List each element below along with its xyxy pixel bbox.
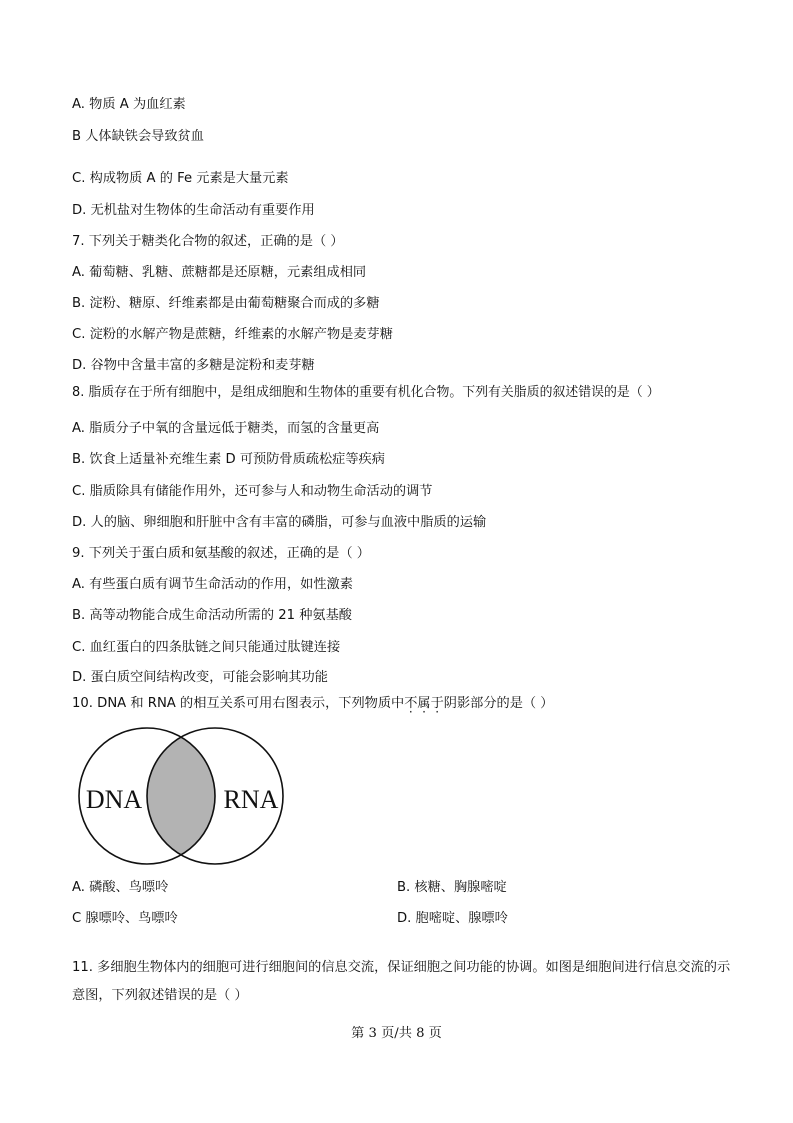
q9-option-a: A. 有些蛋白质有调节生命活动的作用，如性激素: [72, 577, 353, 592]
q7-option-c: C. 淀粉的水解产物是蔗糖，纤维素的水解产物是麦芽糖: [72, 327, 393, 342]
q7-option-b: B. 淀粉、糖原、纤维素都是由葡萄糖聚合而成的多糖: [72, 296, 380, 311]
q6-option-c: C. 构成物质 A 的 Fe 元素是大量元素: [72, 171, 289, 186]
q10-option-c: C 腺嘌呤、鸟嘌呤: [72, 911, 178, 926]
q8-option-c: C. 脂质除具有储能作用外，还可参与人和动物生命活动的调节: [72, 484, 433, 499]
q6-option-b: B 人体缺铁会导致贫血: [72, 129, 204, 144]
q8-stem: 8. 脂质存在于所有细胞中，是组成细胞和生物体的重要有机化合物。下列有关脂质的叙述错误的是（ ）: [72, 385, 660, 400]
venn-label-dna: DNA: [85, 785, 143, 814]
q10-stem: [72, 696, 553, 712]
q8-option-a: A. 脂质分子中氧的含量远低于糖类，而氢的含量更高: [72, 421, 380, 436]
q10-stem-emphasis: 不属于: [404, 696, 444, 711]
q10-option-a: A. 磷酸、鸟嘌呤: [72, 880, 169, 895]
q11-stem: 11. 多细胞生物体内的细胞可进行细胞间的信息交流，保证细胞之间功能的协调。如图是细胞间进行信息交流的示意图，下列叙述错误的是（ ）: [72, 960, 731, 1003]
q8-option-d: D. 人的脑、卵细胞和肝脏中含有丰富的磷脂，可参与血液中脂质的运输: [72, 515, 487, 530]
q9-stem: 9. 下列关于蛋白质和氨基酸的叙述，正确的是（ ）: [72, 546, 370, 561]
venn-diagram: [70, 726, 294, 866]
q10-option-b: B. 核糖、胸腺嘧啶: [397, 880, 507, 895]
q10-option-d: D. 胞嘧啶、腺嘌呤: [397, 911, 508, 926]
q10-stem-end: 阴影部分的是（ ）: [443, 696, 554, 711]
q10-stem-start: 10. DNA 和 RNA 的相互关系可用右图表示，下列物质中: [72, 696, 405, 711]
q8-option-b: B. 饮食上适量补充维生素 D 可预防骨质疏松症等疾病: [72, 452, 385, 467]
q9-option-c: C. 血红蛋白的四条肽链之间只能通过肽键连接: [72, 640, 341, 655]
q7-option-a: A. 葡萄糖、乳糖、蔗糖都是还原糖，元素组成相同: [72, 265, 367, 280]
q6-option-d: D. 无机盐对生物体的生命活动有重要作用: [72, 203, 315, 218]
q6-option-a: A. 物质 A 为血红素: [72, 97, 186, 112]
q9-option-b: B. 高等动物能合成生命活动所需的 21 种氨基酸: [72, 608, 352, 623]
venn-label-rna: RNA: [223, 785, 279, 814]
q7-option-d: D. 谷物中含量丰富的多糖是淀粉和麦芽糖: [72, 358, 315, 373]
q7-stem: 7. 下列关于糖类化合物的叙述，正确的是（ ）: [72, 234, 344, 249]
q9-option-d: D. 蛋白质空间结构改变，可能会影响其功能: [72, 670, 328, 685]
page-footer: 第 3 页/共 8 页: [351, 1026, 442, 1041]
